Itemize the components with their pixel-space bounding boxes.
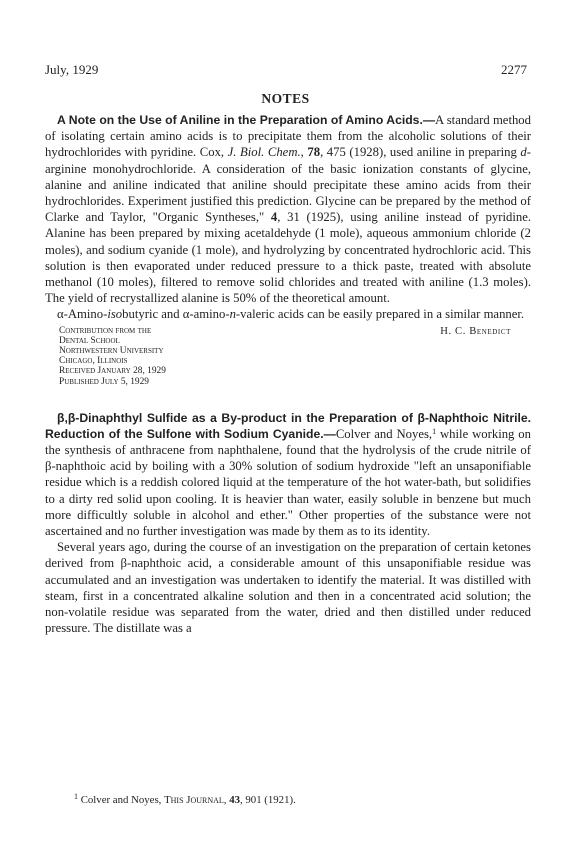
note1-text: ,	[300, 145, 308, 160]
running-head	[45, 62, 527, 78]
note1-text: α-Amino-	[57, 307, 108, 322]
note1-volume: 78	[307, 145, 321, 160]
note1-text: butyric and α-amino-	[122, 307, 230, 322]
footnote-text: ,	[223, 794, 230, 806]
note2-text: Colver and Noyes,	[335, 426, 433, 441]
article-body	[45, 112, 531, 636]
footnote-journal: This Journal	[164, 794, 224, 806]
note1-paragraph-1	[45, 112, 531, 306]
note1-author: H. C. Benedict	[440, 325, 511, 337]
note1-text: -valeric acids can be easily prepared in a similar manner.	[235, 307, 525, 322]
contribution-line: Dental School	[59, 335, 120, 346]
note1-italic: n	[229, 307, 236, 322]
contribution-line: Chicago, Illinois	[59, 356, 128, 367]
note2-title: β,β-Dinaphthyl Sulfide as a By-product in the Preparation of β-Naphthoic Nitrile. Reduction of the Sulfone with Sodium Cyanide.—	[45, 410, 531, 441]
footnote-text: Colver and Noyes,	[78, 794, 165, 806]
note2-paragraph-1	[45, 410, 531, 540]
note2-paragraph-2: Several years ago, during the course of an investigation on the preparation of certain ketones derived from β-naphthoic acid, a considerable amount of this unsaponifiable residue was accumulated and an investigation was undertaken to identify the material. It was distilled with steam, first in a concentrated alkaline solution and then in a concentrated acid solution; the non-volatile residue was separated from the water, dried and then distilled under reduced pressure. The distillate was a	[45, 540, 531, 636]
note1-volume: 4	[270, 210, 278, 225]
footnote	[74, 792, 296, 806]
note1-italic: iso	[107, 307, 123, 322]
section-heading: NOTES	[261, 91, 310, 106]
footnote-mark: 1	[74, 792, 78, 801]
note1-text: , 475 (1928), used aniline in preparing	[320, 145, 521, 160]
note1-title: A Note on the Use of Aniline in the Preparation of Amino Acids.—	[57, 113, 436, 127]
note1-paragraph-2	[45, 306, 531, 322]
note1-signature-block	[59, 325, 531, 387]
note1-text: -arginine monohydrochloride. A consideration of the basic ionization constants of glycine, alanine and aniline indicated that aniline should precipitate these amino acids from their hydrochlorides. Experiment justified this prediction. Glycine can be prepared by the method of Clarke and Taylor, "Organic Syntheses,"	[45, 145, 531, 225]
contribution-lines	[59, 326, 166, 387]
footnote-text: , 901 (1921).	[240, 794, 296, 806]
contribution-line: Northwestern University	[59, 346, 164, 357]
note1-text: A standard method of isolating certain amino acids is to precipitate them from the alcoholic solutions of their hydrochlorides with pyridine. Cox,	[45, 113, 531, 160]
page-number: 2277	[501, 62, 527, 77]
note1-journal: J. Biol. Chem.	[227, 145, 301, 160]
note1-text: , 31 (1925), using aniline instead of pyridine. Alanine has been prepared by mixing acetaldehyde (1 mole), aqueous ammonium chloride (2 moles), and sodium cyanide (1 mole), and hydrolyzing by concentrated hydrochloric acid. This solution is then evaporated under reduced pressure to a thick paste, treated with absolute methanol (10 moles), filtered to remove solid chlorides and treated with aniline (1.3 moles). The yield of recrystallized alanine is 50% of the theoretical amount.	[45, 210, 531, 306]
footnote-reference[interactable]: 1	[432, 426, 437, 436]
published-date: Published July 5, 1929	[59, 376, 149, 387]
note1-italic: d	[520, 145, 527, 160]
note2-text: while working on the synthesis of anthracene from naphthalene, found that the hydrolysis of the crude nitrile of β-naphthoic acid by boiling with a 30% solution of sodium hydroxide "left an unsaponifiable residue which is a reddish colored liquid at the temperature of the hot water-bath, but solidifies to a dirty red solid upon cooling. It is heavier than water, easily soluble in benzene but much more difficultly soluble in alcohol and ether." Other properties of the substance were not ascertained and no further investigation was made by them as to its identity.	[45, 426, 531, 539]
contribution-line: Contribution from the	[59, 325, 152, 336]
footnote-volume: 43	[229, 794, 240, 806]
running-head-date: July, 1929	[45, 62, 99, 77]
received-date: Received January 28, 1929	[59, 366, 166, 377]
